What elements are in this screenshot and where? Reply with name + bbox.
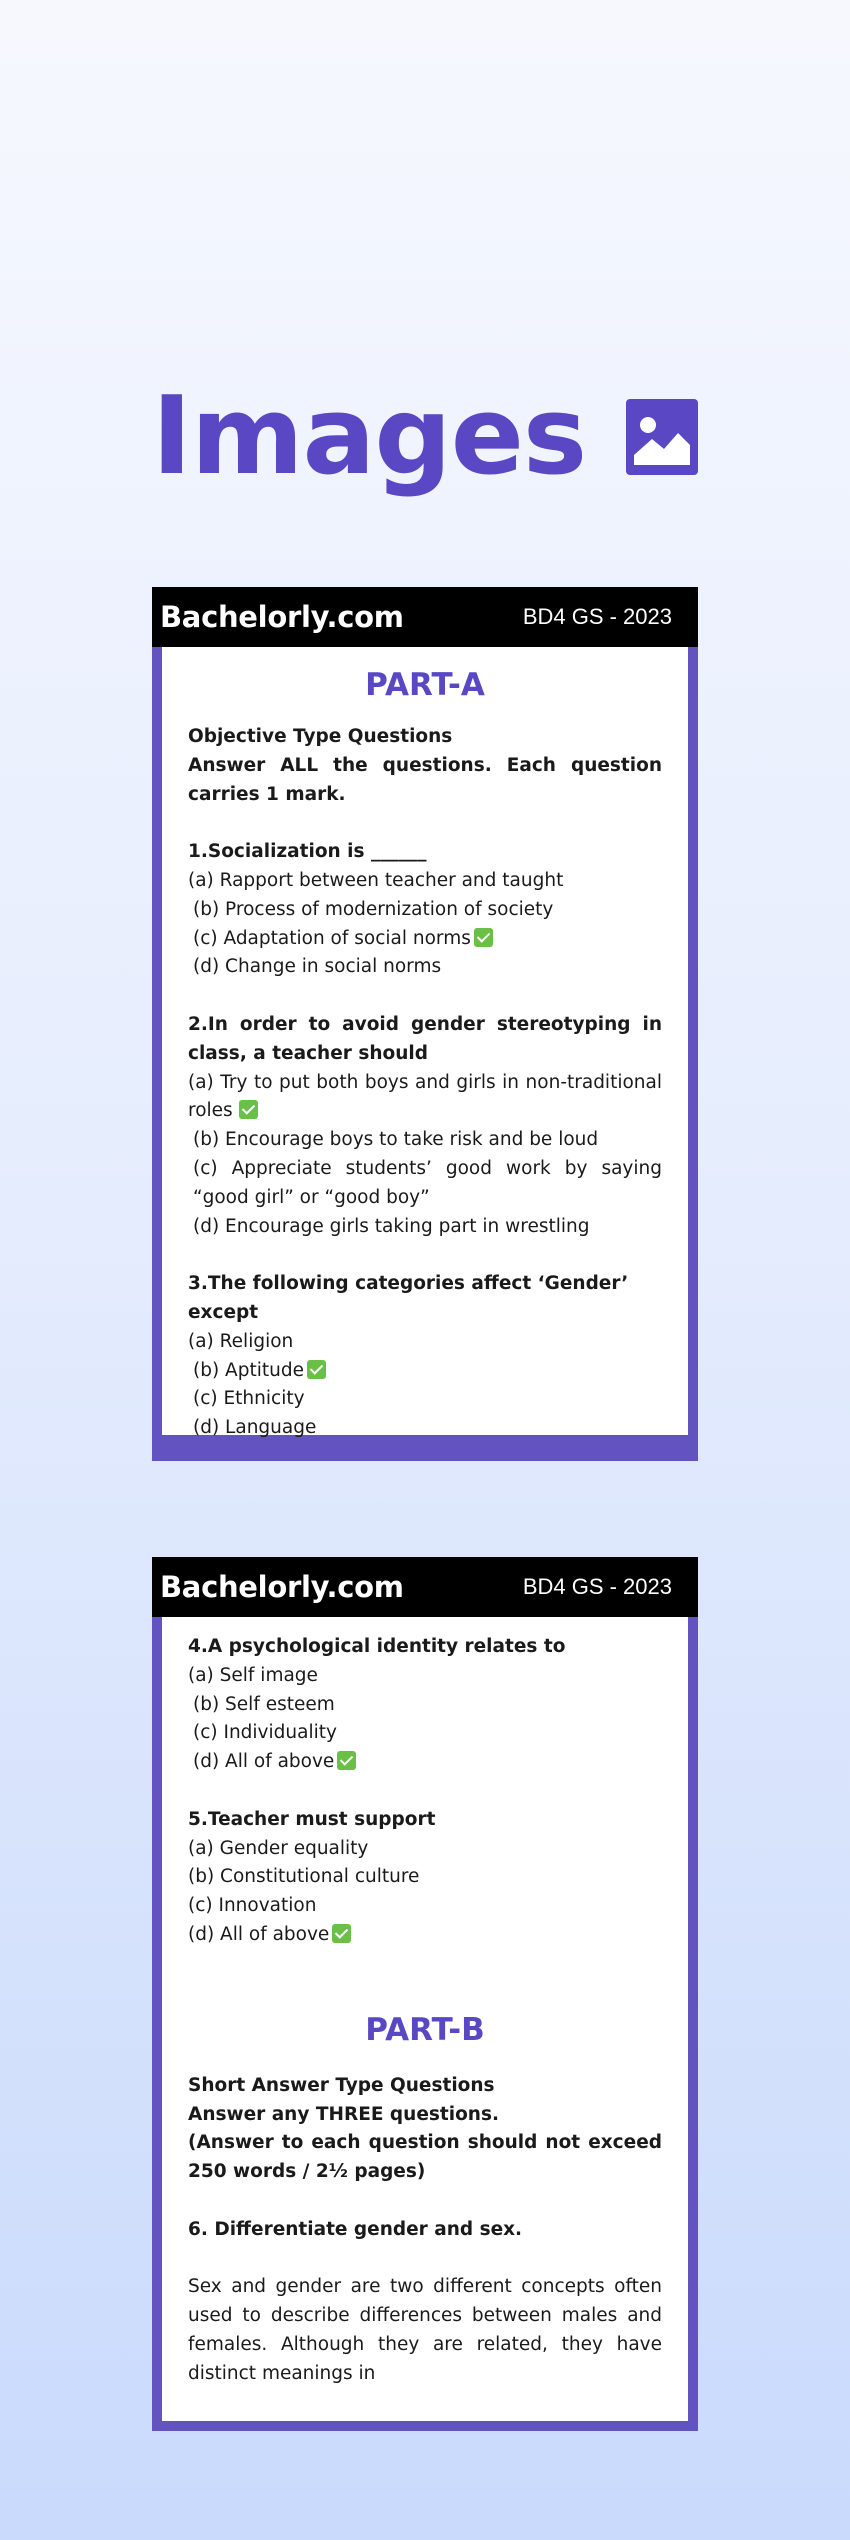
card-body: [162, 1617, 688, 2421]
option: (a) Try to put both boys and girls in non-traditional roles: [188, 1071, 662, 1122]
brand-logo: Bachelorly.com: [160, 1570, 404, 1604]
option: (b) Encourage boys to take risk and be loud: [193, 1129, 599, 1151]
option: (d) All of above: [188, 1921, 662, 1950]
question-card-1: [152, 587, 698, 1461]
image-icon: [626, 399, 698, 475]
question-text: 4.A psychological identity relates to: [188, 1636, 566, 1657]
paper-tag: BD4 GS - 2023: [522, 604, 672, 629]
brand-logo: Bachelorly.com: [160, 600, 404, 634]
question-text: 3.The following categories affect ‘Gender’ except: [188, 1273, 629, 1323]
question-text: 2.In order to avoid gender stereotyping in class, a teacher should: [188, 1013, 662, 1064]
option: (d) Language: [193, 1417, 317, 1439]
answer-text: Sex and gender are two different concepts often used to describe differences between males and females. Although they are related, they have distinct meanings in: [188, 2276, 662, 2384]
option: (c) Adaptation of social norms: [188, 925, 662, 954]
check-icon: [239, 1100, 258, 1119]
question-text: 5.Teacher must support: [188, 1808, 436, 1830]
check-icon: [337, 1751, 356, 1770]
check-icon: [307, 1360, 326, 1379]
paper-tag: BD4 GS - 2023: [522, 1574, 672, 1599]
card-body: [162, 647, 688, 1439]
option: (b) Constitutional culture: [188, 1866, 420, 1888]
check-icon: [332, 1924, 351, 1943]
option: (b) Self esteem: [193, 1693, 335, 1715]
option: (a) Religion: [188, 1330, 294, 1352]
option: (b) Process of modernization of society: [193, 898, 554, 920]
option: (c) Ethnicity: [193, 1388, 305, 1410]
hero: [0, 372, 850, 502]
option: (a) Gender equality: [188, 1837, 369, 1859]
card-header: [152, 587, 698, 647]
option: (a) Self image: [188, 1664, 318, 1686]
section-note: (Answer to each question should not exceed 250 words / 2½ pages): [188, 2132, 662, 2183]
card-header: [152, 1557, 698, 1617]
option: (c) Appreciate students’ good work by saying “good girl” or “good boy”: [193, 1157, 662, 1208]
part-title: PART-B: [365, 2011, 485, 2048]
check-icon: [474, 928, 493, 947]
option: (d) All of above: [188, 1748, 662, 1777]
option: (d) Change in social norms: [193, 956, 442, 978]
section-heading: Objective Type Questions: [188, 726, 453, 747]
section-instruction: Answer any THREE questions.: [188, 2103, 499, 2125]
option: (c) Innovation: [188, 1895, 317, 1917]
section-instruction: Answer ALL the questions. Each question carries 1 mark.: [188, 754, 662, 805]
option: (a) Rapport between teacher and taught: [188, 869, 564, 891]
question-card-2: [152, 1557, 698, 2431]
question-text: 1.Socialization is ______: [188, 841, 427, 863]
section-heading: Short Answer Type Questions: [188, 2074, 495, 2096]
option: (d) Encourage girls taking part in wrestling: [193, 1215, 590, 1237]
option: (c) Individuality: [193, 1722, 337, 1744]
option: (b) Aptitude: [188, 1357, 662, 1386]
question-text: 6. Differentiate gender and sex.: [188, 2218, 523, 2240]
hero-title: Images: [151, 374, 587, 499]
part-title: PART-A: [365, 667, 485, 703]
